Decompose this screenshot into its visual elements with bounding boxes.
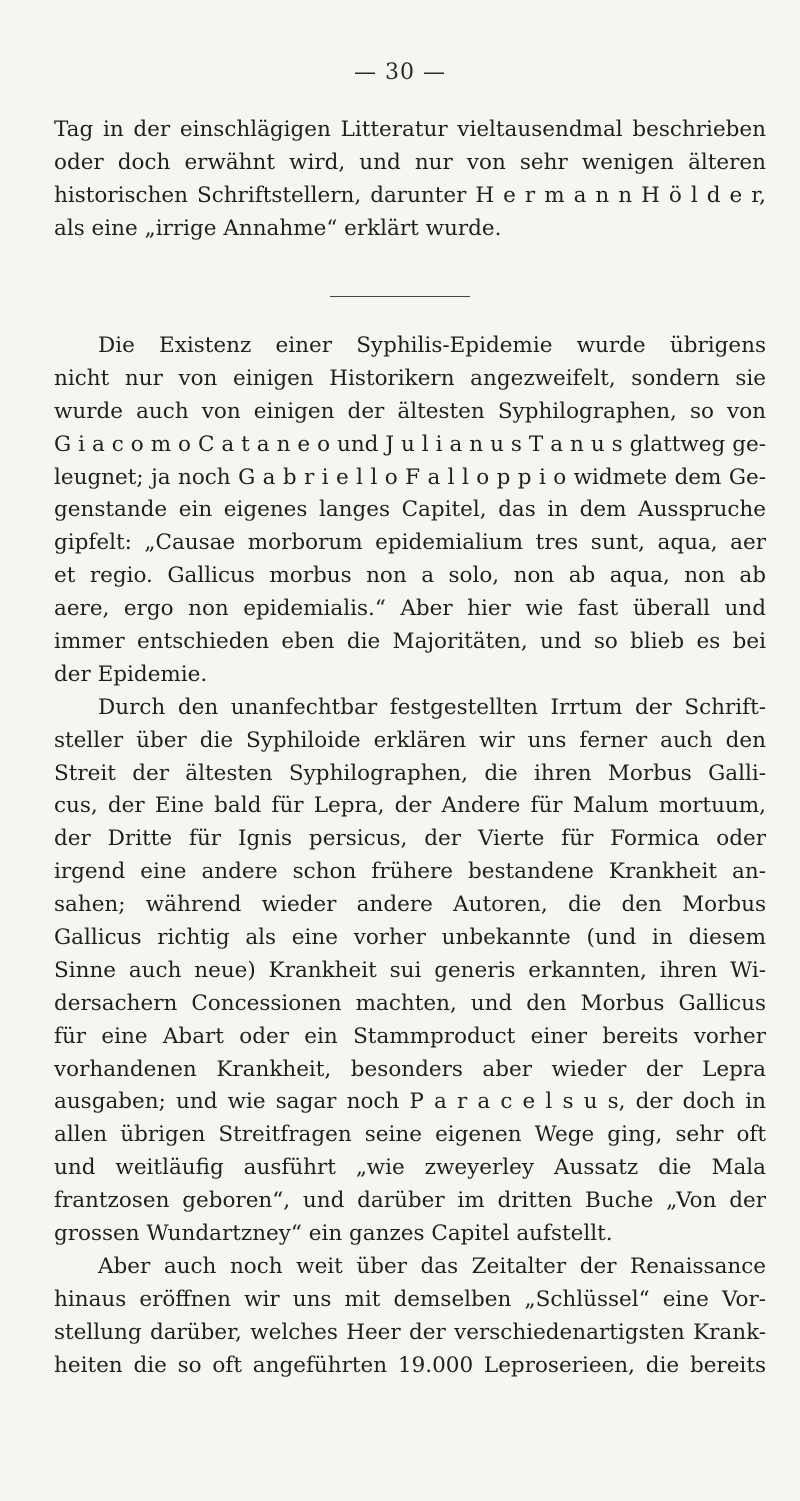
text-line: sahen; während wieder andere Autoren, die den Morbus (54, 892, 766, 918)
text-line: grossen Wundartzney“ ein ganzes Capitel aufstellt. (54, 1221, 613, 1247)
text-line: immer entschieden eben die Majoritäten, und so blieb es bei (54, 629, 766, 655)
text-line: et regio. Gallicus morbus non a solo, non ab aqua, non ab (54, 563, 766, 589)
text-line: G i a c o m o C a t a n e o und J u l i a n u s T a n u s glattweg ge- (54, 431, 766, 457)
text-line: heiten die so oft angeführten 19.000 Leproserieen, die bereits (54, 1352, 766, 1378)
text-line: als eine „irrige Annahme“ erklärt wurde. (54, 215, 502, 241)
text-line: cus, der Eine bald für Lepra, der Andere für Malum mortuum, (54, 793, 766, 819)
text-line: leugnet; ja noch G a b r i e l l o F a l l o p p i o widmete dem Ge- (54, 464, 766, 490)
text-line: stellung darüber, welches Heer der verschiedenartigsten Krank- (54, 1319, 766, 1345)
text-line: gipfelt: „Causae morborum epidemialium tres sunt, aqua, aer (54, 530, 766, 556)
text-line: und weitläufig ausführt „wie zweyerley Aussatz die Mala (54, 1155, 766, 1181)
text-line: irgend eine andere schon frühere bestandene Krankheit an- (54, 859, 766, 885)
text-line: für eine Abart oder ein Stammproduct einer bereits vorher (54, 1023, 766, 1049)
text-line: genstande ein eigenes langes Capitel, das in dem Ausspruche (54, 497, 766, 523)
text-line: allen übrigen Streitfragen seine eigenen Wege ging, sehr oft (54, 1122, 766, 1148)
text-line: Streit der ältesten Syphilographen, die ihren Morbus Galli- (54, 760, 766, 786)
text-line: nicht nur von einigen Historikern angezweifelt, sondern sie (54, 365, 766, 391)
text-line: Sinne auch neue) Krankheit sui generis erkannten, ihren Wi- (54, 957, 766, 983)
text-line: Aber auch noch weit über das Zeitalter der Renaissance (98, 1253, 766, 1279)
text-line: frantzosen geboren“, und darüber im dritten Buche „Von der (54, 1188, 766, 1214)
text-line: dersachern Concessionen machten, und den Morbus Gallicus (54, 990, 766, 1016)
paragraph-continuation (54, 114, 766, 246)
text-line: wurde auch von einigen der ältesten Syphilographen, so von (54, 398, 766, 424)
text-line: der Dritte für Ignis persicus, der Vierte für Formica oder (54, 826, 766, 852)
text-line: Durch den unanfechtbar festgestellten Irrtum der Schrift- (98, 694, 766, 720)
text-line: Tag in der einschlägigen Litteratur vieltausendmal beschrieben (54, 117, 766, 142)
text-line: hinaus eröffnen wir uns mit demselben „Schlüssel“ eine Vor- (54, 1286, 766, 1312)
text-line: historischen Schriftstellern, darunter H e r m a n n H ö l d e r, (54, 182, 766, 208)
page-number: — 30 — (354, 60, 446, 85)
text-line: aere, ergo non epidemialis.“ Aber hier wie fast überall und (54, 596, 766, 622)
main-text (54, 330, 766, 1383)
text-line: vorhandenen Krankheit, besonders aber wieder der Lepra (54, 1056, 766, 1082)
text-line: ausgaben; und wie sagar noch P a r a c e l s u s, der doch in (54, 1089, 766, 1115)
text-line: Gallicus richtig als eine vorher unbekannte (und in diesem (54, 925, 766, 951)
text-line: der Epidemie. (54, 661, 208, 687)
text-line: oder doch erwähnt wird, und nur von sehr wenigen älteren (54, 149, 766, 175)
section-divider (330, 296, 470, 297)
text-line: Die Existenz einer Syphilis-Epidemie wurde übrigens (98, 333, 766, 358)
text-line: steller über die Syphiloide erklären wir uns ferner auch den (54, 727, 766, 753)
